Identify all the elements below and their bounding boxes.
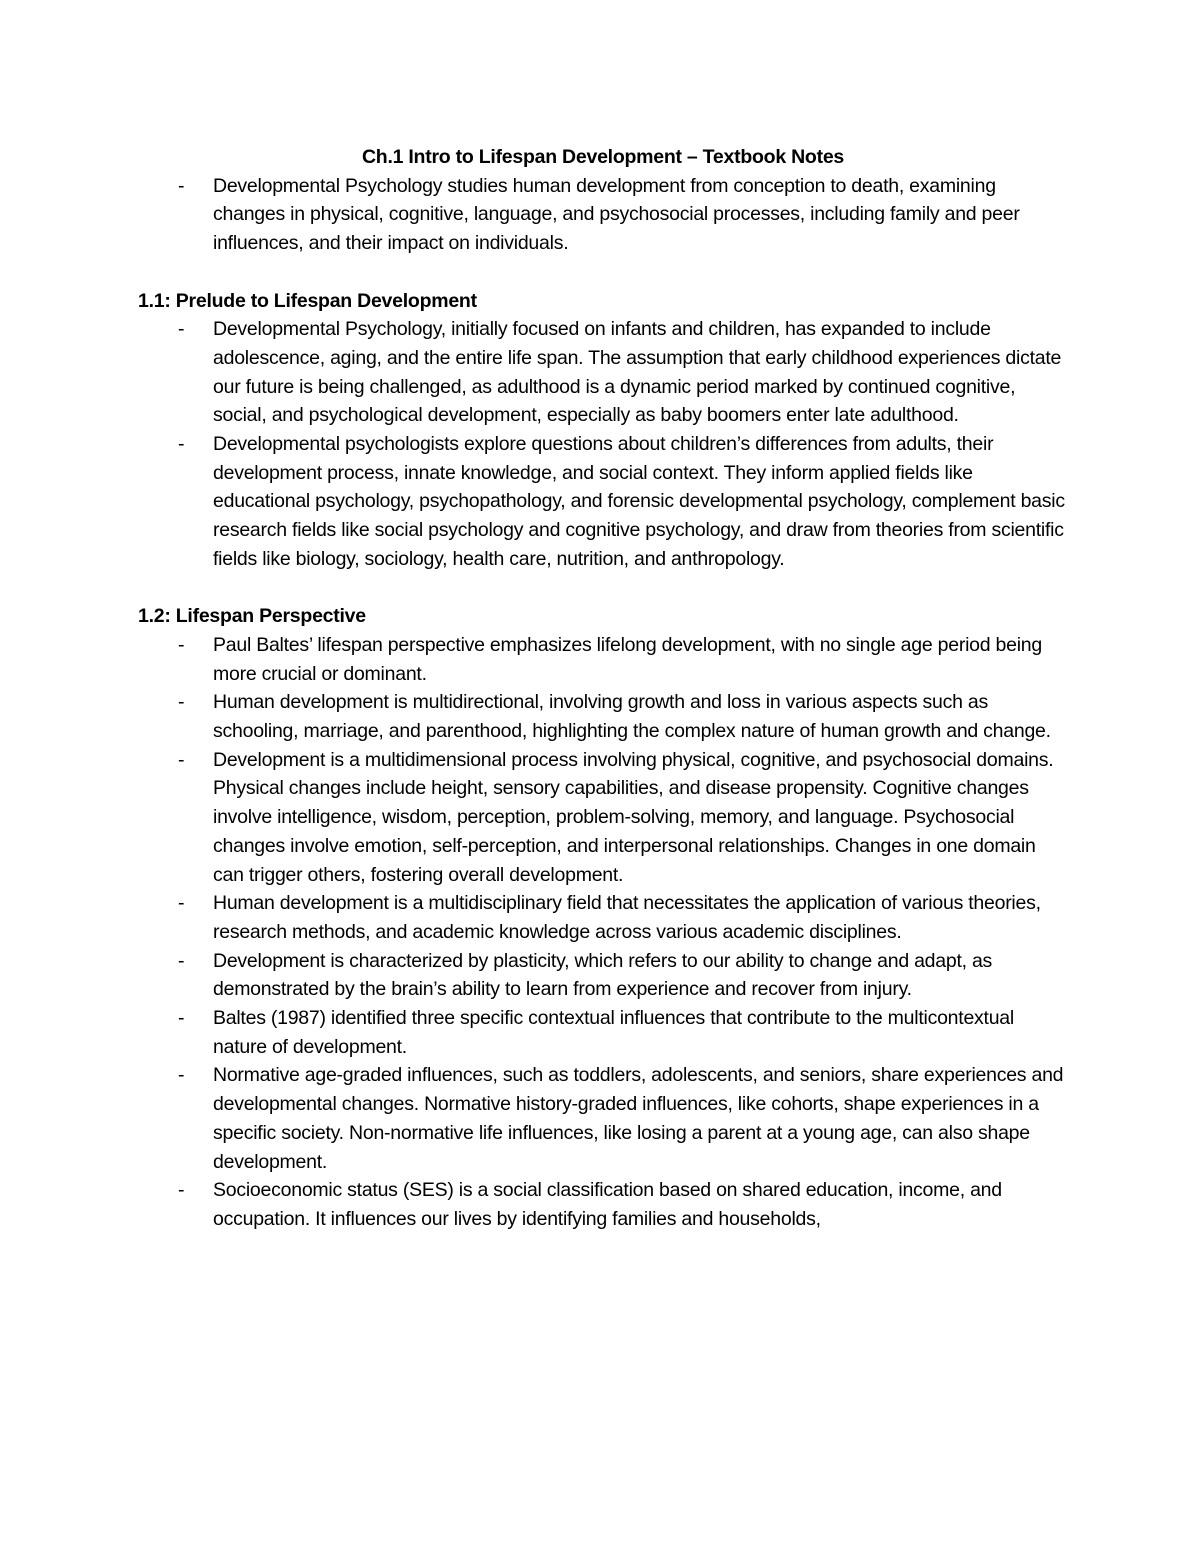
lifespan-perspective-bullet-list (138, 631, 1068, 1234)
list-item-text: Developmental Psychology, initially focused on infants and children, has expanded to include adolescence, aging, and the entire life span. The assumption that early childhood experiences dictate our future is being challenged, as adulthood is a dynamic period marked by continued cognitive, social, and psychological development, especially as baby boomers enter late adulthood. (213, 318, 1062, 427)
list-item (138, 631, 1068, 688)
bullet-dash: - (178, 691, 185, 714)
list-item-text: Normative age-graded influences, such as toddlers, adolescents, and seniors, share experiences and developmental changes. Normative history-graded influences, like cohorts, shape experiences in a specific society. Non-normative life influences, like losing a parent at a young age, can also shape development. (213, 1064, 1064, 1173)
list-item (138, 172, 1068, 258)
list-item (138, 1061, 1068, 1176)
list-item (138, 315, 1068, 430)
list-item (138, 889, 1068, 946)
bullet-dash: - (178, 433, 185, 456)
list-item-text: Developmental psychologists explore questions about children’s differences from adults, their development process, innate knowledge, and social context. They inform applied fields like educational psychology, psychopathology, and forensic developmental psychology, complement basic research fields like social psychology and cognitive psychology, and draw from theories from scientific fields like biology, sociology, health care, nutrition, and anthropology. (213, 433, 1065, 570)
bullet-dash: - (178, 174, 185, 197)
list-item (138, 746, 1068, 890)
list-item-text: Baltes (1987) identified three specific contextual influences that contribute to the multicontextual nature of development. (213, 1007, 1014, 1058)
list-item (138, 1004, 1068, 1061)
bullet-dash: - (178, 892, 185, 915)
list-item-text: Human development is a multidisciplinary field that necessitates the application of various theories, research methods, and academic knowledge across various academic disciplines. (213, 892, 1041, 943)
bullet-dash: - (178, 1064, 185, 1087)
list-item-text: Developmental Psychology studies human development from conception to death, examining changes in physical, cognitive, language, and psychosocial processes, including family and peer influences, and their impact on individuals. (213, 174, 1020, 255)
list-item (138, 947, 1068, 1004)
list-item (138, 430, 1068, 574)
bullet-dash: - (178, 1179, 185, 1202)
document-title: Ch.1 Intro to Lifespan Development – Textbook Notes (361, 146, 845, 168)
bullet-dash: - (178, 318, 185, 341)
bullet-dash: - (178, 949, 185, 972)
list-item (138, 688, 1068, 745)
list-item-text: Socioeconomic status (SES) is a social classification based on shared education, income, and occupation. It influences our lives by identifying families and households, (213, 1179, 1002, 1230)
prelude-bullet-list (138, 315, 1068, 573)
list-item-text: Human development is multidirectional, involving growth and loss in various aspects such as schooling, marriage, and parenthood, highlighting the complex nature of human growth and change. (213, 691, 1051, 743)
section-heading-lifespan-perspective: 1.2: Lifespan Perspective (138, 605, 366, 628)
list-item-text: Paul Baltes’ lifespan perspective emphasizes lifelong development, with no single age period being more crucial or dominant. (213, 633, 1042, 685)
bullet-dash: - (178, 748, 185, 771)
section-heading-prelude: 1.1: Prelude to Lifespan Development (138, 289, 477, 312)
bullet-dash: - (178, 1007, 185, 1030)
list-item-text: Development is characterized by plasticity, which refers to our ability to change and adapt, as demonstrated by the brain’s ability to learn from experience and recover from injury. (213, 949, 993, 1001)
intro-bullet-list (138, 172, 1068, 258)
list-item (138, 1176, 1068, 1233)
bullet-dash: - (178, 633, 185, 656)
document-body (138, 143, 1068, 1234)
list-item-text: Development is a multidimensional process involving physical, cognitive, and psychosocial domains. Physical changes include height, sensory capabilities, and disease propensity. Cognitive changes involve intelligence, wisdom, perception, problem-solving, memory, and language. Psychosocial changes involve emotion, self-perception, and interpersonal relationships. Changes in one domain can trigger others, fostering overall development. (213, 748, 1054, 886)
